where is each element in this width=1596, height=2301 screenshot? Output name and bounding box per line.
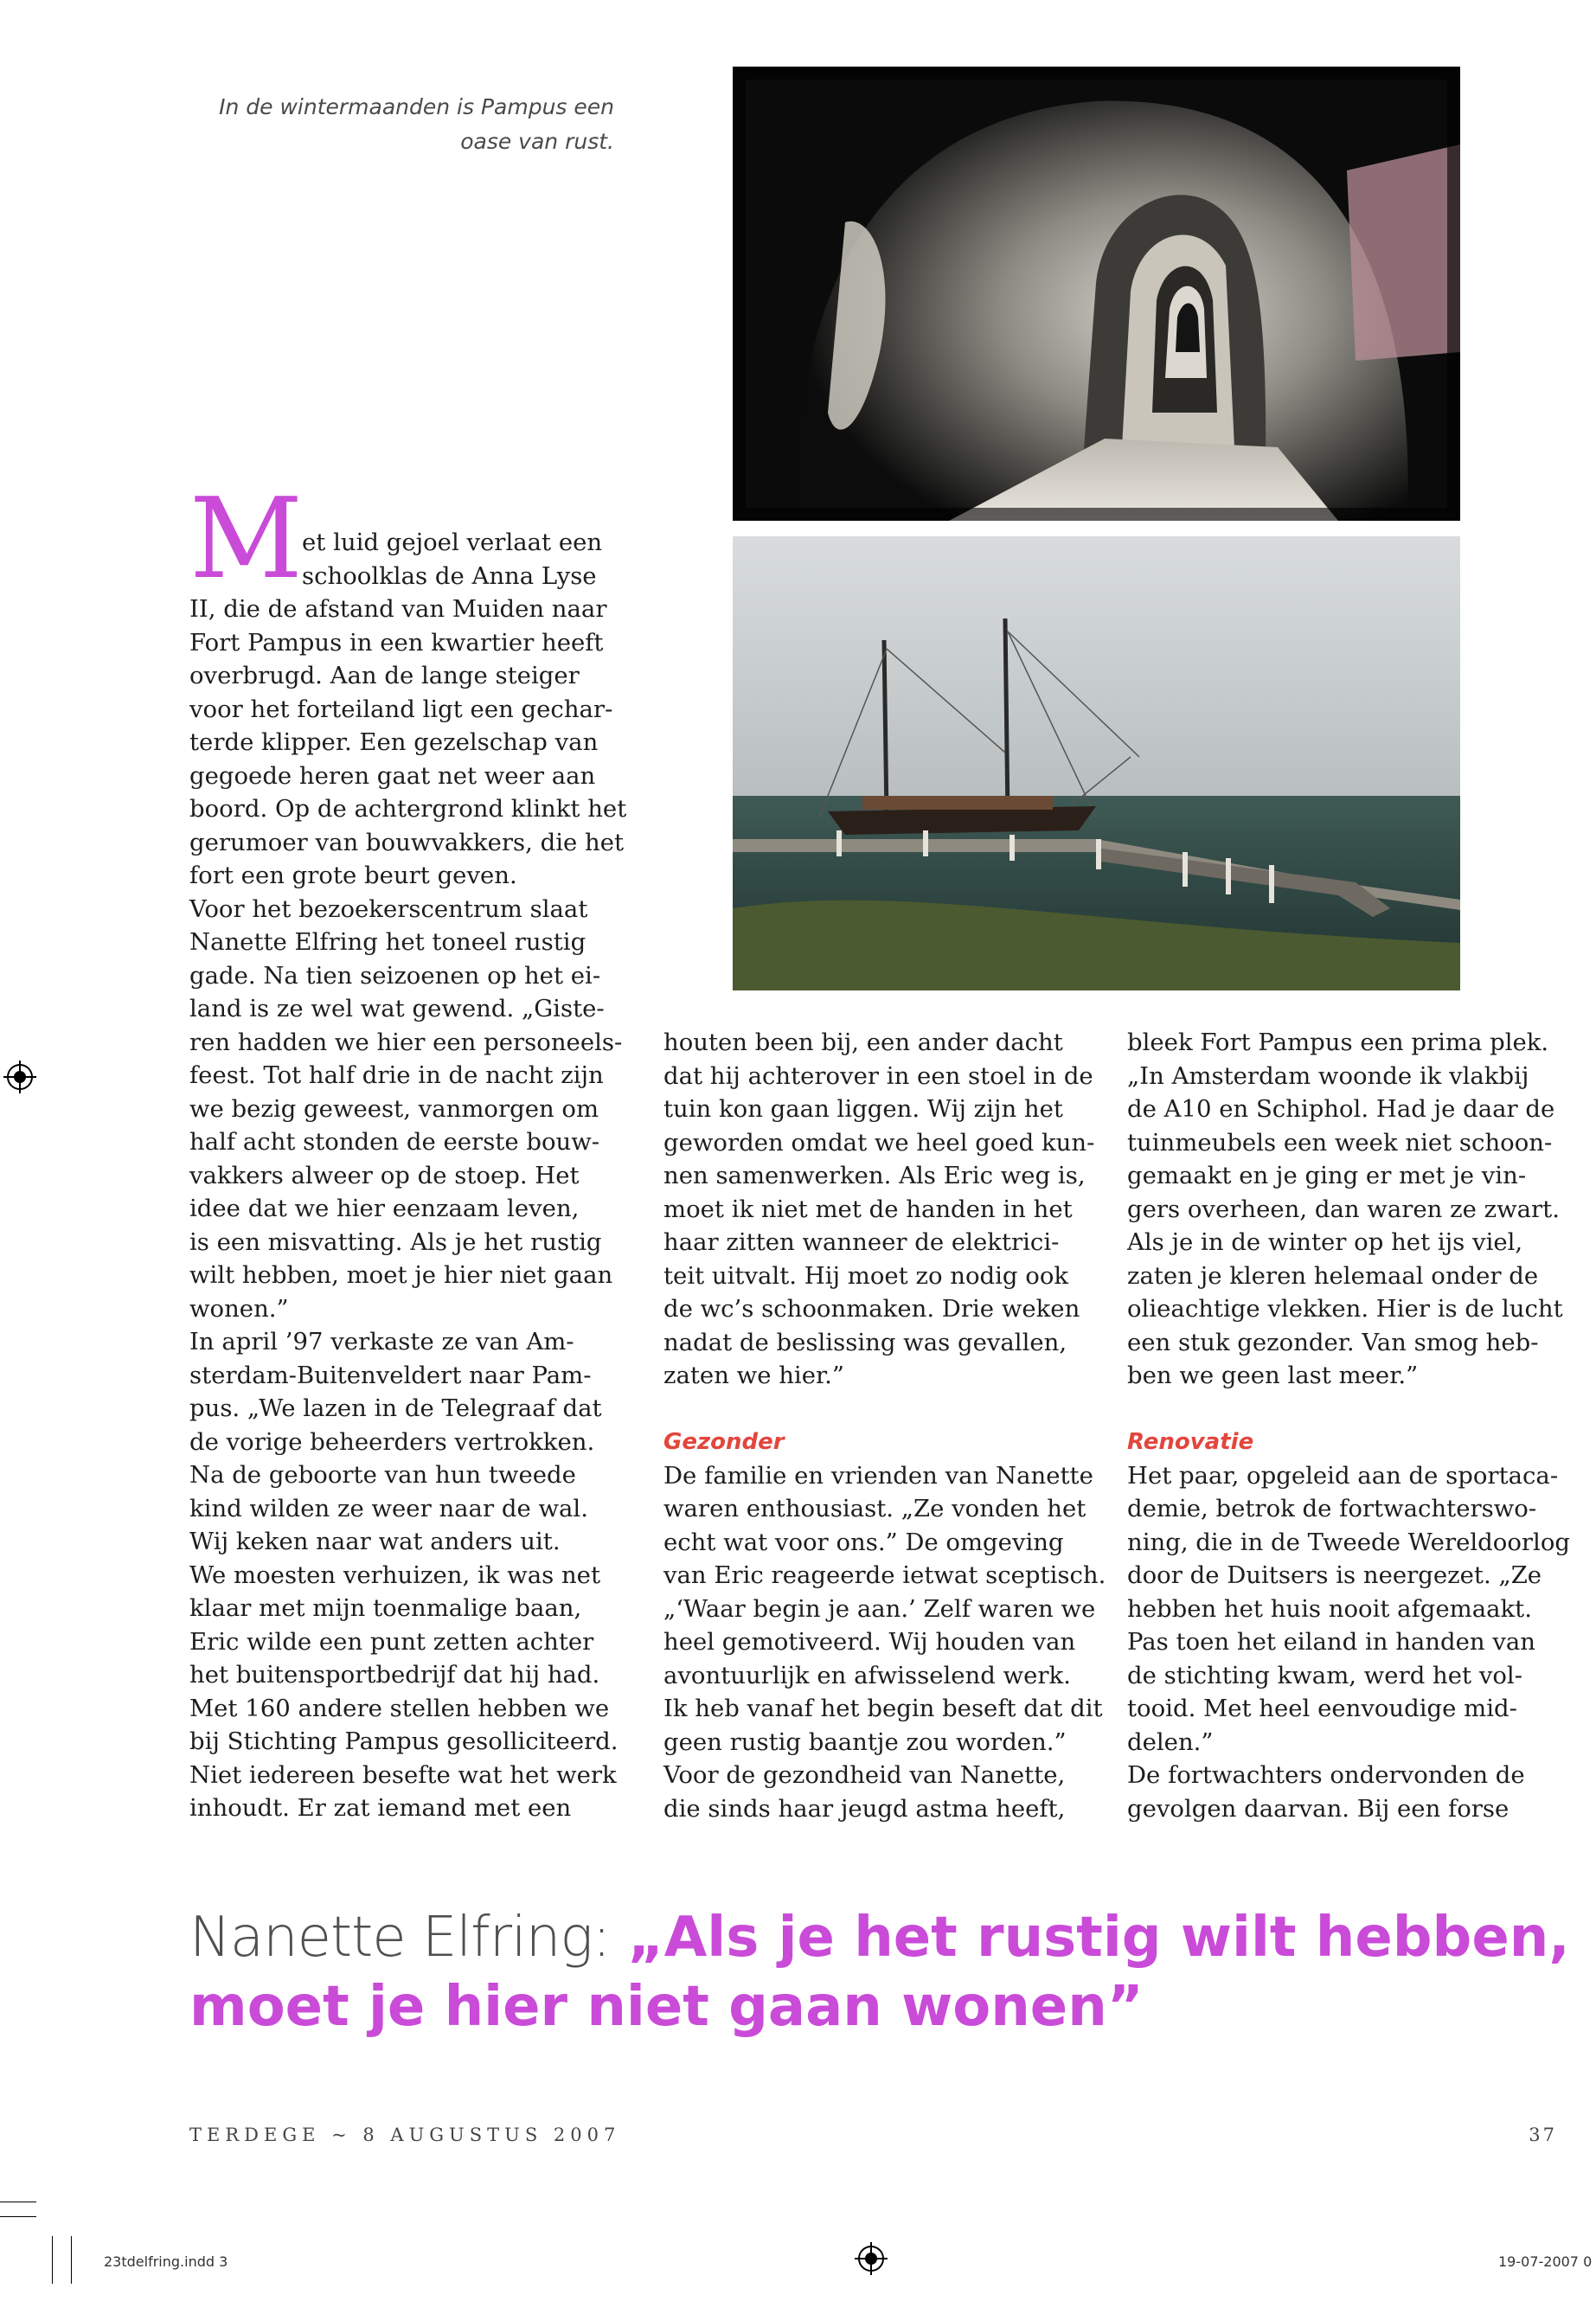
crop-mark — [0, 2216, 36, 2217]
text-line: pus. „We lazen in de Telegraaf dat — [189, 1394, 602, 1422]
text-line: kind wilden ze weer naar de wal. — [189, 1494, 588, 1522]
text-line: nen samenwerken. Als Eric weg is, — [663, 1162, 1086, 1189]
text-line: overbrugd. Aan de lange steiger — [189, 662, 580, 689]
text-line: bij Stichting Pampus gesolliciteerd. — [189, 1727, 619, 1755]
text-line: waren enthousiast. „Ze vonden het — [663, 1495, 1086, 1522]
text-line: heel gemotiveerd. Wij houden van — [663, 1628, 1076, 1656]
text-line: demie, betrok de fortwachterswo- — [1127, 1495, 1537, 1522]
text-line: is een misvatting. Als je het rustig — [189, 1227, 602, 1256]
subhead-gezonder: Gezonder — [663, 1429, 785, 1455]
text-line: wonen.” — [189, 1294, 289, 1323]
text-line: Eric wilde een punt zetten achter — [189, 1627, 594, 1656]
text-line: teit uitvalt. Hij moet zo nodig ook — [663, 1261, 1069, 1290]
text-line: feest. Tot half drie in de nacht zijn — [189, 1061, 604, 1089]
text-line: tuinmeubels een week niet schoon- — [1127, 1128, 1553, 1157]
text-line: echt wat voor ons.” De omgeving — [663, 1528, 1064, 1556]
text-line: avontuurlijk en afwisselend werk. — [663, 1661, 1071, 1689]
text-line: de vorige beheerders vertrokken. — [189, 1427, 595, 1456]
caption-line-1: In de wintermaanden is Pampus een — [219, 94, 614, 119]
text-line: zaten we hier.” — [663, 1362, 844, 1389]
text-line: het buitensportbedrijf dat hij had. — [189, 1661, 600, 1689]
text-line: Voor de gezondheid van Nanette, — [663, 1761, 1066, 1789]
text-line: olieachtige vlekken. Hier is de lucht — [1127, 1295, 1563, 1323]
text-line: zaten je kleren helemaal onder de — [1127, 1261, 1539, 1290]
text-line: We moesten verhuizen, ik was net — [189, 1561, 600, 1589]
text-line: Pas toen het eiland in handen van — [1127, 1628, 1535, 1656]
ship-image — [733, 536, 1460, 990]
article-column-3 — [1127, 1026, 1577, 1825]
text-line: geworden omdat we heel goed kun- — [663, 1128, 1095, 1157]
slug-date: 19-07-2007 0 — [1498, 2253, 1593, 2270]
text-line: De fortwachters ondervonden de — [1127, 1761, 1525, 1789]
text-line: nadat de beslissing was gevallen, — [663, 1328, 1067, 1356]
footer-publication: TERDEGE ~ 8 AUGUSTUS 2007 — [189, 2125, 621, 2145]
crop-mark — [71, 2236, 72, 2284]
text-line: een stuk gezonder. Van smog heb- — [1127, 1328, 1539, 1356]
registration-mark-icon — [855, 2242, 888, 2275]
text-line: die sinds haar jeugd astma heeft, — [663, 1794, 1066, 1823]
caption-line-2: oase van rust. — [460, 129, 614, 154]
text-line: hebben het huis nooit afgemaakt. — [1127, 1594, 1532, 1623]
text-line: dat hij achterover in een stoel in de — [663, 1061, 1093, 1090]
text-line: In april ’97 verkaste ze van Am- — [189, 1328, 574, 1356]
text-line: half acht stonden de eerste bouw- — [189, 1128, 600, 1156]
pull-quote-line-2: moet je hier niet gaan wonen” — [189, 1975, 1144, 2039]
text-line: gers overheen, dan waren ze zwart. — [1127, 1195, 1560, 1223]
text-line: van Eric reageerde ietwat sceptisch. — [663, 1561, 1106, 1589]
text-line: wilt hebben, moet je hier niet gaan — [189, 1261, 613, 1289]
tunnel-image — [733, 67, 1460, 521]
text-line: inhoudt. Er zat iemand met een — [189, 1794, 572, 1822]
text-line: gerumoer van bouwvakkers, die het — [189, 828, 625, 856]
text-line: Na de geboorte van hun tweede — [189, 1461, 576, 1489]
text-line: houten been bij, een ander dacht — [663, 1029, 1063, 1056]
text-line: gemaakt en je ging er met je vin- — [1127, 1162, 1527, 1189]
text-line: de A10 en Schiphol. Had je daar de — [1127, 1095, 1555, 1123]
text-line: de stichting kwam, werd het vol- — [1127, 1661, 1523, 1689]
article-column-1 — [189, 526, 627, 1825]
text-line: haar zitten wanneer de elektrici- — [663, 1228, 1060, 1256]
pull-quote-line-1: „Als je het rustig wilt hebben, — [627, 1906, 1570, 1970]
text-line: de wc’s schoonmaken. Drie weken — [663, 1295, 1080, 1323]
text-line: Voor het bezoekerscentrum slaat — [189, 894, 588, 923]
text-line: gade. Na tien seizoenen op het ei- — [189, 961, 601, 990]
text-line: et luid gejoel verlaat een — [302, 529, 603, 556]
text-line: land is ze wel wat gewend. „Giste- — [189, 995, 605, 1022]
text-line: ren hadden we hier een personeels- — [189, 1028, 623, 1056]
text-line: tuin kon gaan liggen. Wij zijn het — [663, 1095, 1063, 1123]
text-line: bleek Fort Pampus een prima plek. — [1127, 1029, 1549, 1056]
article-column-2 — [663, 1026, 1105, 1825]
pull-quote-name: Nanette Elfring: — [189, 1906, 611, 1970]
pull-quote — [189, 1903, 1574, 2041]
text-line: geen rustig baantje zou worden.” — [663, 1727, 1067, 1756]
text-line: II, die de afstand van Muiden naar — [189, 595, 607, 623]
text-line: gevolgen daarvan. Bij een forse — [1127, 1794, 1509, 1823]
text-line: idee dat we hier eenzaam leven, — [189, 1195, 580, 1222]
text-line: Fort Pampus in een kwartier heeft — [189, 628, 604, 657]
slug-filename: 23tdelfring.indd 3 — [104, 2253, 228, 2270]
text-line: „‘Waar begin je aan.’ Zelf waren we — [663, 1594, 1096, 1623]
page-number: 37 — [1529, 2125, 1557, 2145]
subhead-renovatie: Renovatie — [1127, 1429, 1254, 1455]
text-line: Niet iedereen besefte wat het werk — [189, 1760, 617, 1789]
text-line: De familie en vrienden van Nanette — [663, 1461, 1093, 1490]
text-line: moet ik niet met de handen in het — [663, 1195, 1073, 1223]
text-line: Als je in de winter op het ijs viel, — [1127, 1228, 1523, 1256]
text-line: Ik heb vanaf het begin beseft dat dit — [663, 1695, 1103, 1722]
text-line: terde klipper. Een gezelschap van — [189, 728, 599, 756]
text-line: we bezig geweest, vanmorgen om — [189, 1094, 599, 1123]
photo-tunnel-arches — [733, 67, 1460, 521]
crop-mark — [52, 2236, 53, 2284]
text-line: voor het forteiland ligt een gechar- — [189, 695, 613, 723]
text-line: sterdam-Buitenveldert naar Pam- — [189, 1361, 592, 1389]
text-line: vakkers alweer op de stoep. Het — [189, 1161, 580, 1189]
text-line: delen.” — [1127, 1727, 1214, 1756]
text-line: Wij keken naar wat anders uit. — [189, 1528, 561, 1555]
text-line: gegoede heren gaat net weer aan — [189, 761, 596, 790]
drop-cap: M — [189, 475, 304, 604]
text-line: ben we geen last meer.” — [1127, 1362, 1419, 1389]
text-line: ning, die in de Tweede Wereldoorlog — [1127, 1528, 1570, 1556]
photo-sailing-ship — [733, 536, 1460, 990]
text-line: fort een grote beurt geven. — [189, 862, 517, 889]
text-line: „In Amsterdam woonde ik vlakbij — [1127, 1061, 1529, 1090]
text-line: boord. Op de achtergrond klinkt het — [189, 795, 627, 823]
text-line: door de Duitsers is neergezet. „Ze — [1127, 1561, 1542, 1589]
photo-caption — [173, 90, 614, 159]
text-line: Met 160 andere stellen hebben we — [189, 1694, 610, 1722]
text-line: Het paar, opgeleid aan de sportaca- — [1127, 1461, 1559, 1490]
paragraph-gap — [1127, 1393, 1577, 1426]
text-line: schoolklas de Anna Lyse — [302, 561, 597, 590]
text-line: klaar met mijn toenmalige baan, — [189, 1594, 582, 1622]
text-line: tooid. Met heel eenvoudige mid- — [1127, 1695, 1517, 1722]
text-line: Nanette Elfring het toneel rustig — [189, 928, 586, 956]
paragraph-gap — [663, 1393, 1105, 1426]
registration-mark-icon — [3, 1061, 36, 1093]
